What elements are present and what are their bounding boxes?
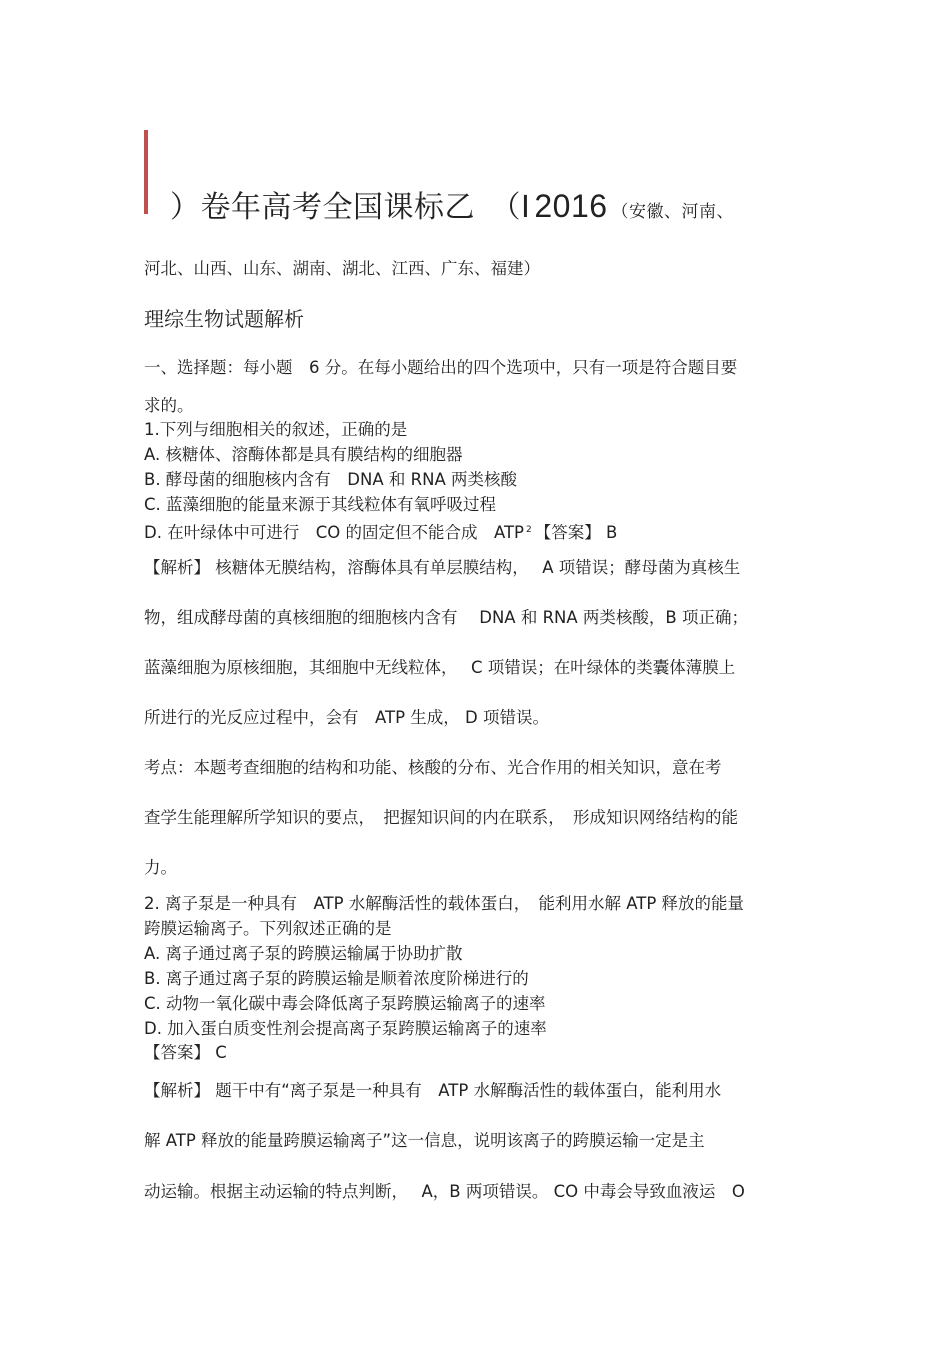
q2-answer: 【答案】 C — [144, 1043, 227, 1062]
q1-answer: 【答案】 B — [534, 523, 618, 542]
q1-analysis-2: 物，组成酵母菌的真核细胞的细胞核内含有 DNA 和 RNA 两类核酸，B 项正确； — [144, 608, 748, 627]
q2-analysis-2: 解 ATP 释放的能量跨膜运输离子”这一信息，说明该离子的跨膜运输一定是主 — [144, 1131, 705, 1150]
q2-option-d: D. 加入蛋白质变性剂会提高离子泵跨膜运输离子的速率 — [144, 1019, 547, 1038]
q1-analysis-3: 蓝藻细胞为原核细胞，其细胞中无线粒体， C 项错误；在叶绿体的类囊体薄膜上 — [144, 658, 736, 677]
q1-option-b: B. 酵母菌的细胞核内含有 DNA 和 RNA 两类核酸 — [144, 470, 517, 489]
section-intro-2: 求的。 — [144, 396, 194, 415]
q1-option-d: D. 在叶绿体中可进行 CO 的固定但不能合成 ATP — [144, 523, 524, 542]
q2-option-a: A. 离子通过离子泵的跨膜运输属于协助扩散 — [144, 944, 463, 963]
provinces-continued: 河北、山西、山东、湖南、湖北、江西、广东、福建） — [144, 259, 540, 278]
q1-stem: 1.下列与细胞相关的叙述，正确的是 — [144, 420, 408, 439]
q1-point-2: 查学生能理解所学知识的要点， 把握知识间的内在联系， 形成知识网络结构的能 — [144, 808, 738, 827]
q1-point-1: 考点：本题考查细胞的结构和功能、核酸的分布、光合作用的相关知识，意在考 — [144, 758, 722, 777]
q2-option-b: B. 离子通过离子泵的跨膜运输是顺着浓度阶梯进行的 — [144, 969, 529, 988]
q1-option-d-line — [144, 519, 617, 544]
title-year: 2016 — [534, 188, 608, 224]
title-provinces: （安徽、河南、 — [611, 202, 735, 222]
q1-option-d-sup: 2 — [525, 525, 532, 535]
q1-analysis-1: 【解析】 核糖体无膜结构，溶酶体具有单层膜结构， A 项错误；酵母菌为真核生 — [144, 558, 741, 577]
document-title — [170, 186, 734, 232]
q1-analysis-4: 所进行的光反应过程中，会有 ATP 生成， D 项错误。 — [144, 708, 549, 727]
section-intro-1: 一、选择题：每小题 6 分。在每小题给出的四个选项中，只有一项是符合题目要 — [144, 358, 738, 377]
accent-bar — [144, 130, 148, 214]
subject-title: 理综生物试题解析 — [144, 307, 304, 331]
q2-option-c: C. 动物一氧化碳中毒会降低离子泵跨膜运输离子的速率 — [144, 994, 546, 1013]
q2-stem-1: 2. 离子泵是一种具有 ATP 水解酶活性的载体蛋白， 能利用水解 ATP 释放的能量 — [144, 894, 745, 913]
q1-point-3: 力。 — [144, 858, 177, 877]
title-main: ）卷年高考全国课标乙 （Ⅰ — [170, 190, 531, 225]
q1-option-a: A. 核糖体、溶酶体都是具有膜结构的细胞器 — [144, 445, 463, 464]
q2-analysis-1: 【解析】 题干中有“离子泵是一种具有 ATP 水解酶活性的载体蛋白，能利用水 — [144, 1081, 722, 1100]
q2-stem-2: 跨膜运输离子。下列叙述正确的是 — [144, 919, 392, 938]
q1-option-c: C. 蓝藻细胞的能量来源于其线粒体有氧呼吸过程 — [144, 495, 497, 514]
q2-analysis-3: 动运输。根据主动运输的特点判断， A，B 两项错误。 CO 中毒会导致血液运 O — [144, 1182, 745, 1201]
